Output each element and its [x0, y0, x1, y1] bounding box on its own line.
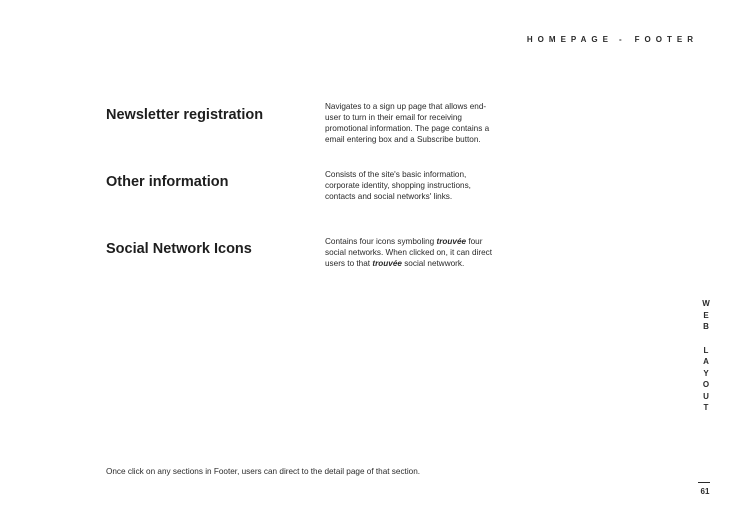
footer-note: Once click on any sections in Footer, users can direct to the detail page of that section. [106, 467, 421, 476]
social-icons-title: Social Network Icons [106, 241, 252, 257]
side-label-char: B [703, 322, 709, 331]
side-label-char [700, 333, 712, 345]
social-desc-part3: social netwwork. [401, 258, 465, 268]
side-label-char: L [703, 345, 709, 355]
side-label-char: A [703, 357, 709, 366]
side-label-char: E [703, 310, 709, 320]
newsletter-description: Navigates to a sign up page that allows end-user to turn in their email for receiving promotional information. The page contains a email entering box and a Subscribe button. [325, 102, 490, 144]
page-number-rule [698, 482, 710, 483]
social-desc-part2: four social networks. When clicked on, it can direct users to that [325, 237, 493, 268]
side-label-char: U [703, 391, 709, 401]
other-info-description: Consists of the site's basic information, corporate identity, shopping instructions, contacts and social networks' links. [325, 170, 471, 201]
page-number: 61 [700, 487, 710, 496]
brand-name: trouvée [372, 258, 402, 268]
side-label-char: W [702, 299, 710, 308]
page-header [527, 35, 698, 44]
newsletter-title: Newsletter registration [106, 107, 264, 123]
brand-name: trouvée [436, 237, 467, 246]
social-desc-part1: Contains four icons symboling [325, 237, 437, 246]
header-separator: - [618, 35, 627, 44]
header-section: HOMEPAGE [526, 35, 613, 44]
side-label-vertical [700, 298, 712, 414]
header-subsection: FOOTER [634, 35, 698, 44]
other-info-title: Other information [106, 174, 229, 190]
social-icons-description [325, 237, 495, 270]
side-label-char: Y [703, 368, 709, 378]
side-label-char: T [703, 403, 709, 412]
side-label-char: O [702, 380, 710, 389]
